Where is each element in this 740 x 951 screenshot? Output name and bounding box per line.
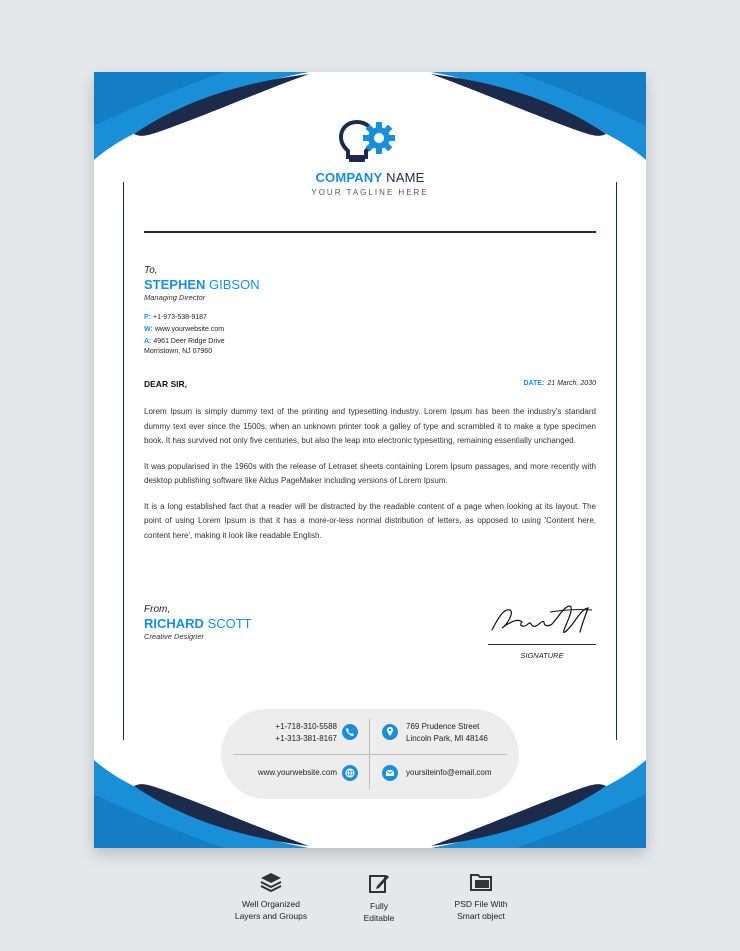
location-icon [382,724,398,740]
signature-line [488,644,596,645]
feature-layers-line1: Well Organized [242,899,300,909]
body-paragraph: Lorem Ipsum is simply dummy text of the printing and typesetting industry. Lorem Ipsum has been the industry's standard dummy text ever since the 1500s, when an unknown printer took a galley of type and scrambled it to make a type specimen book. It has survived not only five centuries, but also the leap into electronic typesetting, remaining essentially unchanged. [144,407,596,445]
recipient-phone-row [144,312,260,324]
footer-phones [275,721,337,745]
feature-editable-line2: Editable [363,913,395,923]
feature-item-editable [339,872,419,924]
footer-email: yoursiteinfo@email.com [406,768,492,777]
address-label: A: [144,338,152,345]
phone-icon [342,724,358,740]
date-value: 21 March, 2030 [547,380,596,387]
globe-icon [342,765,358,781]
recipient-contacts [144,312,260,357]
panel-divider-horizontal [233,754,507,755]
frame-line-left [123,182,124,740]
lightbulb-gear-icon [339,118,401,164]
sender-first-name: RICHARD [144,616,204,631]
footer-phone-1: +1-718-310-5588 [275,722,337,731]
date-label: DATE: [523,380,545,387]
feature-editable-line1: Fully [370,901,388,911]
recipient-address-row [144,337,260,357]
company-tagline: YOUR TAGLINE HERE [311,188,429,197]
letter-body [144,405,596,554]
feature-item-psd [426,872,536,922]
recipient-web-row [144,324,260,336]
layers-icon [260,872,282,892]
company-name [94,170,646,185]
feature-psd-line1: PSD File With [454,899,508,909]
handwritten-signature [488,600,596,642]
recipient-address-line2: Morristown, NJ 07960 [144,348,213,355]
company-name-bold: COMPANY [315,170,383,185]
phone-label: P: [144,314,151,321]
email-icon [382,765,398,781]
body-paragraph: It was popularised in the 1960s with the release of Letraset sheets containing Lorem Ipsum passages, and more recently with desktop publishing software like Aldus PageMaker including versions of Lorem Ipsum. [144,461,596,485]
feature-layers-line2: Layers and Groups [234,911,308,921]
panel-divider-vertical [369,719,370,789]
sender-last-name: SCOTT [203,616,252,631]
footer-address-line-1: 769 Prudence Street [406,722,480,731]
signature-label: SIGNATURE [520,651,564,660]
company-logo [94,118,646,197]
footer-website: www.yourwebsite.com [257,768,337,777]
recipient-first-name: STEPHEN [144,277,206,292]
recipient-last-name: GIBSON [205,277,260,292]
footer-address [406,721,488,745]
footer-address-line-2: Lincoln Park, MI 48146 [406,734,488,743]
recipient-name [144,277,260,292]
company-name-light: NAME [382,170,425,185]
recipient-address-line1: 4961 Deer Ridge Drive [153,338,225,345]
recipient-block [144,265,260,357]
letterhead-sheet [94,72,646,848]
recipient-website: www.yourwebsite.com [154,326,225,333]
sender-name [144,616,252,631]
to-label: To, [144,265,158,276]
footer-contact-panel [221,709,519,799]
signature-block [488,600,596,660]
feature-item-layers [216,872,326,922]
edit-icon [368,872,390,894]
frame-line-right [616,182,617,740]
feature-psd-line2: Smart object [457,911,505,921]
recipient-phone: +1-973-538-9187 [153,314,207,321]
salutation: DEAR SIR, [144,379,187,389]
recipient-role: Managing Director [144,293,206,302]
sender-block [144,604,252,641]
web-label: W: [144,326,153,333]
folder-icon [470,872,492,892]
footer-phone-2: +1-313-381-8167 [275,734,337,743]
from-label: From, [144,604,171,615]
header-divider [144,231,596,233]
sender-role: Creative Designer [144,632,205,641]
letter-date [523,380,596,387]
body-paragraph: It is a long established fact that a reader will be distracted by the readable content of a page when looking at its layout. The point of using Lorem Ipsum is that it has a more-or-less normal distribution of letters, as opposed to using 'Content here, content here', making it look like readable English. [144,501,596,540]
